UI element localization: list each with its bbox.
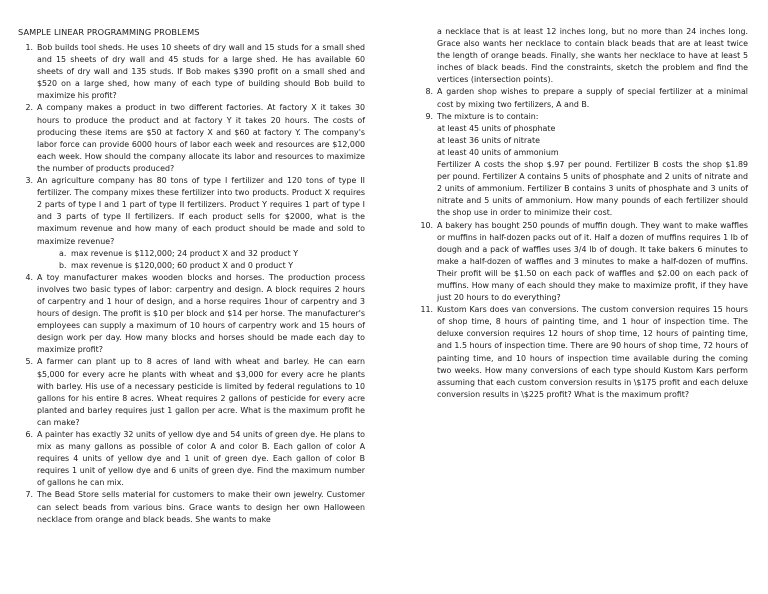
left-column bbox=[18, 26, 365, 526]
problem-number: 11. bbox=[420, 305, 433, 315]
problem-3 bbox=[18, 175, 365, 272]
answer-item bbox=[37, 248, 365, 260]
problem-number: 7. bbox=[25, 490, 33, 500]
answer-letter: a. bbox=[59, 248, 67, 258]
mixture-line: at least 45 units of phosphate bbox=[437, 123, 556, 133]
problem-6 bbox=[18, 429, 365, 489]
answer-item bbox=[37, 260, 365, 272]
problem-8 bbox=[418, 86, 748, 110]
problem-text: A bakery has bought 250 pounds of muffin dough. They want to make waffles or muffins in half-dozen packs out of it. Half a dozen of muffins requires 1 lb of dough and a pack of waffles uses 3/4 lb of dough. It take bakers 6 minutes to make a half-dozen of waffles and 3 minutes to make a half-dozen of muffins. Their profit will be $1.50 on each pack of waffles and $2.00 on each pack of muffins. How many of each should they make to maximize profit, if they have just 20 hours to do everything? bbox=[437, 220, 748, 303]
problem-text: Fertilizer A costs the shop $.97 per pound. Fertilizer B costs the shop $1.89 per pound. Fertilizer A contains 5 units of phosphate and 2 units of nitrate and 2 units of ammonium. Fertilizer B contains 3 units of phosphate and 3 units of nitrate and 5 units of ammonium. How many pounds of each fertilizer should the shop use in order to minimize their cost. bbox=[437, 160, 748, 218]
problem-text: A garden shop wishes to prepare a supply of special fertilizer at a minimal cost by mixing two fertilizers, A and B. bbox=[437, 87, 748, 109]
problem-4 bbox=[18, 272, 365, 357]
problem-text: An agriculture company has 80 tons of type I fertilizer and 120 tons of type II fertilizer. The company mixes these fertilizer into two products. Product X requires 2 parts of type I and 1 part of type II fertilizers. Product Y requires 1 part of type I and 3 parts of type II fertilizers. If each product sells for $2000, what is the maximum revenue and how many of each product should be made and sold to maximize revenue? bbox=[37, 176, 365, 246]
problem-text: The Bead Store sells material for customers to make their own jewelry. Customer can select beads from various bins. Grace wants to design her own Halloween necklace from orange and black beads. She wants to make bbox=[37, 490, 365, 524]
problem-11 bbox=[418, 304, 748, 401]
problem-number: 10. bbox=[420, 220, 433, 230]
problem-10 bbox=[418, 220, 748, 305]
answer-text: max revenue is $120,000; 60 product X and 0 product Y bbox=[71, 260, 294, 270]
problem-text: Kustom Kars does van conversions. The custom conversion requires 15 hours of shop time, 8 hours of painting time, and 1 hour of inspection time. The deluxe conversion requires 12 hours of shop time, 12 hours of painting time, and 1.5 hours of inspection time. There are 90 hours of shop time, 72 hours of painting time, and 10 hours of inspection time available during the coming two weeks. How many conversions of each type should Kustom Kars perform assuming that each custom conversion results in \$175 profit and each deluxe conversion results in \$225 profit? What is the maximum profit? bbox=[437, 305, 748, 399]
problem-7-continued bbox=[418, 26, 748, 86]
problem-text: Bob builds tool sheds. He uses 10 sheets of dry wall and 15 studs for a small shed and 15 sheets of dry wall and 45 studs for a large shed. He has available 60 sheets of dry wall and 135 studs. If Bob makes $390 profit on a small shed and $520 on a large shed, how many of each type of building should Bob build to maximize his profit? bbox=[37, 43, 365, 101]
problem-number: 2. bbox=[25, 103, 33, 113]
problem-number: 1. bbox=[25, 43, 33, 52]
problem-number: 4. bbox=[25, 272, 33, 282]
mixture-line: at least 40 units of ammonium bbox=[437, 147, 559, 157]
problem-number: 9. bbox=[425, 111, 433, 121]
answer-list bbox=[37, 248, 365, 272]
problem-list-right bbox=[418, 26, 748, 401]
problem-text: a necklace that is at least 12 inches long, but no more than 24 inches long. Grace also wants her necklace to contain black beads that are at least twice the length of orange beads. Finally, she wants her necklace to have at least 5 inches of black beads. Find the constraints, sketch the problem and find the vertices (intersection points). bbox=[437, 27, 748, 85]
answer-letter: b. bbox=[59, 260, 67, 270]
mixture-line: at least 36 units of nitrate bbox=[437, 135, 540, 145]
problem-number: 3. bbox=[25, 176, 33, 186]
mixture-line: The mixture is to contain: bbox=[437, 111, 539, 121]
problem-number: 8. bbox=[425, 87, 433, 97]
problem-text: A company makes a product in two different factories. At factory X it takes 30 hours to produce the product and at factory Y it takes 20 hours. The costs of producing these items are $50 at factory X and $60 at factory Y. The company's labor force can provide 6000 hours of labor each week and resources are $12,000 each week. How should the company allocate its labor and resources to maximize the number of products produced? bbox=[37, 103, 365, 173]
problem-1 bbox=[18, 42, 365, 102]
problem-text: A toy manufacturer makes wooden blocks and horses. The production process involves two basic types of labor: carpentry and design. A block requires 2 hours of carpentry and 1 hour of design, and a horse requires 1hour of carpentry and 3 hours of design. The profit is $10 per block and $14 per horse. The manufacturer's employees can supply a maximum of 10 hours of carpentry work and 15 hours of design work per day. How many blocks and horses should be made each day to maximize profit? bbox=[37, 272, 365, 355]
problem-number: 5. bbox=[25, 357, 33, 367]
document-title: SAMPLE LINEAR PROGRAMMING PROBLEMS bbox=[18, 27, 200, 37]
problem-text: A painter has exactly 32 units of yellow dye and 54 units of green dye. He plans to mix as many gallons as possible of color A and color B. Each gallon of color A requires 4 units of yellow dye and 1 unit of green dye. Each gallon of color B requires 1 unit of yellow dye and 6 units of green dye. Find the maximum number of gallons he can mix. bbox=[37, 430, 365, 488]
problem-list-left bbox=[18, 42, 365, 526]
answer-text: max revenue is $112,000; 24 product X and 32 product Y bbox=[71, 248, 299, 258]
right-column bbox=[418, 26, 748, 401]
problem-9 bbox=[418, 111, 748, 220]
problem-7 bbox=[18, 489, 365, 525]
problem-text: A farmer can plant up to 8 acres of land with wheat and barley. He can earn $5,000 for every acre he plants with wheat and $3,000 for every acre he plants with barley. His use of a necessary pesticide is limited by federal regulations to 10 gallons for his entire 8 acres. Wheat requires 2 gallons of pesticide for every acre planted and barley requires just 1 gallon per acre. What is the maximum profit he can make? bbox=[37, 357, 365, 427]
problem-2 bbox=[18, 102, 365, 175]
problem-5 bbox=[18, 356, 365, 429]
problem-number: 6. bbox=[25, 430, 33, 439]
